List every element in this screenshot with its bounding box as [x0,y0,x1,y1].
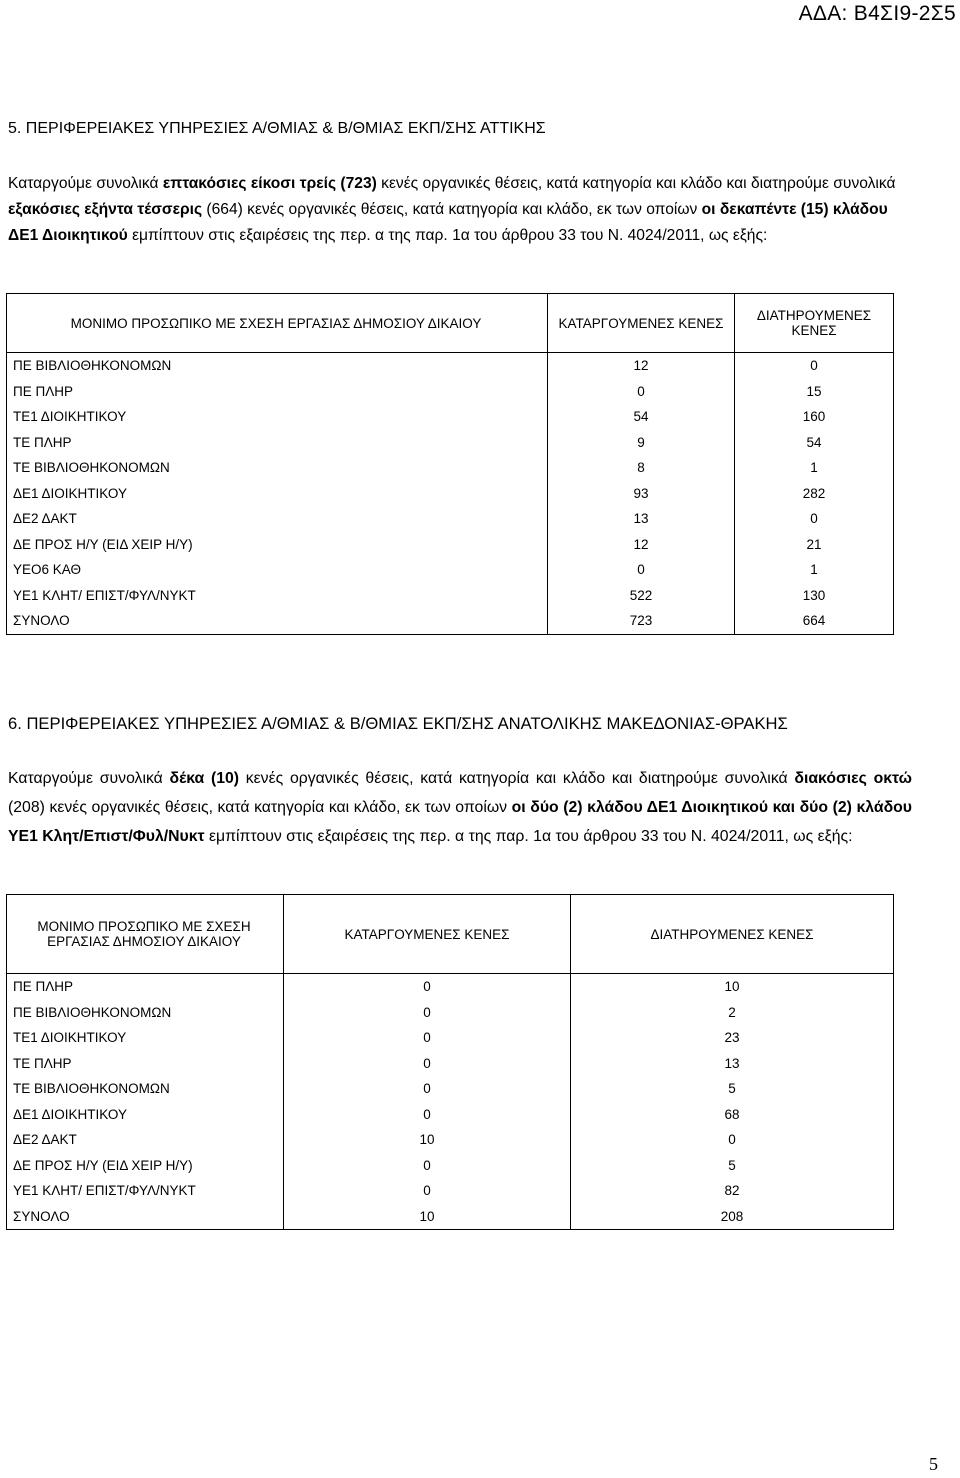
cell-category: ΔΕ2 ΔΑΚΤ [13,1132,77,1148]
section-5-table [6,293,894,635]
cell-retained: 23 [724,1030,740,1046]
para-text: (208) [8,799,45,816]
cell-abolished: 0 [548,557,735,583]
cell-retained: 5 [728,1157,736,1173]
cell-category: ΠΕ ΒΙΒΛΙΟΘΗΚΟΝΟΜΩΝ [13,1004,172,1020]
cell-abolished: 0 [284,1102,571,1128]
section-6-table [6,894,894,1230]
cell-abolished: 13 [548,506,735,532]
para-bold: επτακόσιες είκοσι τρείς (723) [162,175,377,192]
para-text: κενές οργανικές θέσεις, κατά κατηγορία και κλάδο, εκ των οποίων [242,201,702,218]
para-text: (664) [202,201,243,218]
table-row [7,1178,894,1204]
cell-category: ΔΕ ΠΡΟΣ Η/Υ (ΕΙΔ ΧΕΙΡ Η/Υ) [13,1157,193,1173]
cell-retained: 208 [720,1208,744,1224]
cell-category: ΣΥΝΟΛΟ [13,613,70,629]
cell-abolished: 0 [284,1076,571,1102]
cell-retained: 1 [810,562,818,578]
para-text: κενές οργανικές θέσεις, κατά κατηγορία και κλάδο και διατηρούμε συνολικά [239,770,795,787]
cell-abolished: 723 [548,608,735,634]
cell-abolished: 0 [548,379,735,405]
para-bold: δέκα [169,770,205,787]
cell-retained: 21 [806,536,822,552]
cell-abolished: 0 [284,1051,571,1077]
header-staff-category: ΜΟΝΙΜΟ ΠΡΟΣΩΠΙΚΟ ΜΕ ΣΧΕΣΗ ΕΡΓΑΣΙΑΣ ΔΗΜΟΣΙΟΥ ΔΙΚΑΙΟΥ [7,294,548,353]
para-text: Καταργούμε συνολικά [8,175,163,192]
cell-abolished: 0 [284,1153,571,1179]
header-retained: ΔΙΑΤΗΡΟΥΜΕΝΕΣ ΚΕΝΕΣ [571,895,894,974]
table-row [7,1000,894,1026]
cell-retained: 0 [810,358,818,374]
cell-category: ΔΕ2 ΔΑΚΤ [13,511,77,527]
table-row [7,1102,894,1128]
header-retained: ΔΙΑΤΗΡΟΥΜΕΝΕΣ ΚΕΝΕΣ [735,294,894,353]
table-row [7,455,894,481]
cell-retained: 0 [810,511,818,527]
header-staff-category: ΜΟΝΙΜΟ ΠΡΟΣΩΠΙΚΟ ΜΕ ΣΧΕΣΗ ΕΡΓΑΣΙΑΣ ΔΗΜΟΣΙΟΥ ΔΙΚΑΙΟΥ [7,895,284,974]
cell-category: ΠΕ ΒΙΒΛΙΟΘΗΚΟΝΟΜΩΝ [13,358,172,374]
cell-category: ΤΕ ΠΛΗΡ [13,1055,72,1071]
cell-retained: 160 [802,409,826,425]
cell-abolished: 0 [284,974,571,1000]
section-6-paragraph [8,764,912,851]
cell-abolished: 10 [284,1204,571,1230]
table-row [7,557,894,583]
table-row [7,1076,894,1102]
cell-category: ΔΕ1 ΔΙΟΙΚΗΤΙΚΟΥ [13,485,127,501]
ada-code: ΑΔΑ: Β4ΣΙ9-2Σ5 [798,2,956,25]
header-abolished: ΚΑΤΑΡΓΟΥΜΕΝΕΣ ΚΕΝΕΣ [284,895,571,974]
cell-category: ΥΕ1 ΚΛΗΤ/ ΕΠΙΣΤ/ΦΥΛ/ΝΥΚΤ [13,1183,196,1199]
para-bold: οι δύο (2) κλάδου ΔΕ1 Διοικητικού και δύο (2) κλάδου ΥΕ1 Κλητ/Επιστ/Φυλ/Νυκτ [8,799,912,845]
cell-abolished: 0 [284,1000,571,1026]
cell-retained: 0 [728,1132,736,1148]
cell-retained: 54 [806,434,822,450]
table-row [7,1127,894,1153]
cell-abolished: 12 [548,532,735,558]
cell-abolished: 0 [284,1025,571,1051]
section-5-title: 5. ΠΕΡΙΦΕΡΕΙΑΚΕΣ ΥΠΗΡΕΣΙΕΣ Α/ΘΜΙΑΣ & Β/ΘΜΙΑΣ ΕΚΠ/ΣΗΣ ΑΤΤΙΚΗΣ [8,120,546,137]
para-bold: εξακόσιες εξήντα τέσσερις [8,201,203,218]
table-row [7,353,894,379]
cell-category: ΠΕ ΠΛΗΡ [13,979,74,995]
table-row [7,974,894,1000]
page-number: 5 [929,1454,938,1474]
table-row [7,481,894,507]
table-row [7,1051,894,1077]
cell-category: ΤΕ1 ΔΙΟΙΚΗΤΙΚΟΥ [13,409,127,425]
cell-retained: 282 [802,485,826,501]
cell-retained: 664 [802,613,826,629]
cell-retained: 1 [810,460,818,476]
cell-retained: 13 [724,1055,740,1071]
cell-category: ΥΕΟ6 ΚΑΘ [13,562,81,578]
table-total-row [7,608,894,634]
cell-abolished: 93 [548,481,735,507]
cell-category: ΤΕ ΒΙΒΛΙΟΘΗΚΟΝΟΜΩΝ [13,460,170,476]
cell-abolished: 10 [284,1127,571,1153]
para-text: εμπίπτουν στις εξαιρέσεις της περ. α της παρ. 1α του άρθρου 33 του Ν. 4024/2011, ως εξής: [204,828,853,845]
cell-category: ΤΕ ΒΙΒΛΙΟΘΗΚΟΝΟΜΩΝ [13,1081,170,1097]
para-text: κενές οργανικές θέσεις, κατά κατηγορία και κλάδο, εκ των οποίων [44,799,512,816]
cell-category: ΔΕ1 ΔΙΟΙΚΗΤΙΚΟΥ [13,1106,127,1122]
cell-abolished: 12 [548,353,735,379]
table-row [7,379,894,405]
cell-retained: 82 [724,1183,740,1199]
table-row [7,430,894,456]
cell-retained: 15 [806,383,822,399]
table-row [7,1025,894,1051]
header-abolished: ΚΑΤΑΡΓΟΥΜΕΝΕΣ ΚΕΝΕΣ [548,294,735,353]
table-total-row [7,1204,894,1230]
cell-category: ΥΕ1 ΚΛΗΤ/ ΕΠΙΣΤ/ΦΥΛ/ΝΥΚΤ [13,587,196,603]
para-bold: οι δεκαπέντε (15) κλάδου ΔΕ1 Διοικητικού [8,201,888,244]
para-text: Καταργούμε συνολικά [8,770,170,787]
cell-retained: 130 [802,587,826,603]
table-row [7,506,894,532]
para-text [204,770,211,787]
para-bold: (10) [210,770,240,787]
cell-retained: 68 [724,1106,740,1122]
cell-abolished: 8 [548,455,735,481]
section-5-paragraph [8,171,908,249]
cell-retained: 2 [728,1004,736,1020]
table-row [7,1153,894,1179]
cell-category: ΤΕ1 ΔΙΟΙΚΗΤΙΚΟΥ [13,1030,127,1046]
cell-abolished: 0 [284,1178,571,1204]
cell-category: ΠΕ ΠΛΗΡ [13,383,74,399]
cell-retained: 5 [728,1081,736,1097]
para-text: εμπίπτουν στις εξαιρέσεις της περ. α της παρ. 1α του άρθρου 33 του Ν. 4024/2011, ως εξής: [127,227,768,244]
table-header-row [7,294,894,353]
cell-abolished: 9 [548,430,735,456]
cell-category: ΤΕ ΠΛΗΡ [13,434,72,450]
table-row [7,404,894,430]
cell-retained: 10 [724,979,740,995]
cell-category: ΔΕ ΠΡΟΣ Η/Υ (ΕΙΔ ΧΕΙΡ Η/Υ) [13,536,193,552]
table-row [7,583,894,609]
para-text: κενές οργανικές θέσεις, κατά κατηγορία και κλάδο και διατηρούμε συνολικά [376,175,896,192]
section-6-title: 6. ΠΕΡΙΦΕΡΕΙΑΚΕΣ ΥΠΗΡΕΣΙΕΣ Α/ΘΜΙΑΣ & Β/ΘΜΙΑΣ ΕΚΠ/ΣΗΣ ΑΝΑΤΟΛΙΚΗΣ ΜΑΚΕΔΟΝΙΑΣ-ΘΡΑΚΗΣ [8,714,788,733]
cell-category: ΣΥΝΟΛΟ [13,1208,70,1224]
cell-abolished: 522 [548,583,735,609]
table-row [7,532,894,558]
cell-abolished: 54 [548,404,735,430]
table-header-row [7,895,894,974]
para-bold: διακόσιες οκτώ [794,770,913,787]
